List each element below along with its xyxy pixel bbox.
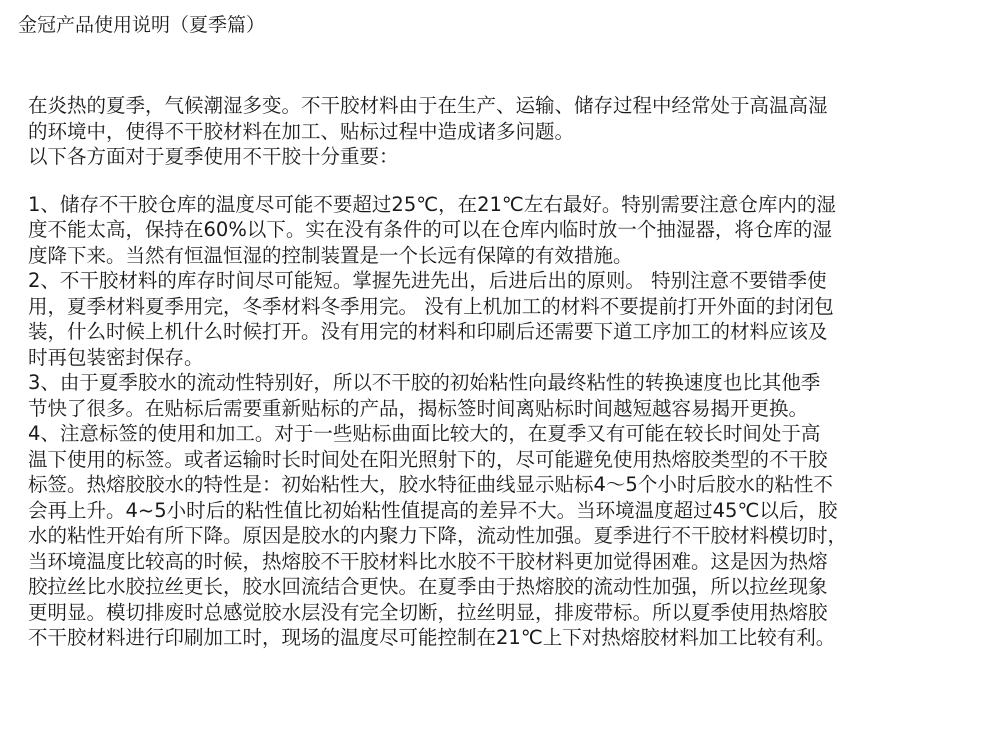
text-line: 标签。热熔胶胶水的特性是：初始粘性大，胶水特征曲线显示贴标4～5个小时后胶水的粘性不 <box>28 473 833 496</box>
text-line: 温下使用的标签。或者运输时长时间处在阳光照射下的，尽可能避免使用热熔胶类型的不干胶 <box>28 447 828 471</box>
text-line: 胶拉丝比水胶拉丝更长，胶水回流结合更快。在夏季由于热熔胶的流动性加强，所以拉丝现象 <box>28 575 828 598</box>
text-line: 水的粘性开始有所下降。原因是胶水的内聚力下降，流动性加强。夏季进行不干胶材料模切时， <box>28 524 848 547</box>
text-line: 会再上升。4~5小时后的粘性值比初始粘性值提高的差异不大。当环境温度超过45℃以后，胶 <box>28 498 838 522</box>
text-line: 装，什么时候上机什么时候打开。没有用完的材料和印刷后还需要下道工序加工的材料应该及 <box>28 320 828 343</box>
text-line: 用，夏季材料夏季用完，冬季材料冬季用完。 没有上机加工的材料不要提前打开外面的封闭包 <box>28 294 834 318</box>
page-title: 金冠产品使用说明（夏季篇） <box>18 14 266 36</box>
text-line: 不干胶材料进行印刷加工时，现场的温度尽可能控制在21℃上下对热熔胶材料加工比较有利。 <box>28 626 836 649</box>
text-line: 时再包装密封保存。 <box>28 345 204 369</box>
text-line: 3、由于夏季胶水的流动性特别好，所以不干胶的初始粘性向最终粘性的转换速度也比其他季 <box>28 371 821 394</box>
text-line: 节快了很多。在贴标后需要重新贴标的产品，揭标签时间离贴标时间越短越容易揭开更换。 <box>28 396 809 420</box>
text-line: 度不能太高，保持在60%以下。实在没有条件的可以在仓库内临时放一个抽湿器，将仓库的湿 <box>28 218 832 241</box>
paragraph-gap <box>28 170 980 192</box>
text-line: 更明显。模切排废时总感觉胶水层没有完全切断，拉丝明显，排废带标。所以夏季使用热熔胶 <box>28 600 828 624</box>
text-line: 当环境温度比较高的时候，热熔胶不干胶材料比水胶不干胶材料更加觉得困难。这是因为热熔 <box>28 549 828 573</box>
text-line: 的环境中，使得不干胶材料在加工、贴标过程中造成诸多问题。 <box>28 119 575 143</box>
text-line: 4、注意标签的使用和加工。对于一些贴标曲面比较大的，在夏季又有可能在较长时间处于高 <box>28 422 821 445</box>
text-line: 2、不干胶材料的库存时间尽可能短。掌握先进先出，后进后出的原则。 特别注意不要错季使 <box>28 269 827 292</box>
text-line: 在炎热的夏季，气候潮湿多变。不干胶材料由于在生产、运输、储存过程中经常处于高温高湿 <box>28 94 828 117</box>
document-body <box>28 93 980 651</box>
text-line: 1、储存不干胶仓库的温度尽可能不要超过25℃，在21℃左右最好。特别需要注意仓库内的湿 <box>28 192 836 216</box>
text-line: 度降下来。当然有恒温恒湿的控制装置是一个长远有保障的有效措施。 <box>28 243 633 267</box>
text-line: 以下各方面对于夏季使用不干胶十分重要： <box>28 145 399 168</box>
